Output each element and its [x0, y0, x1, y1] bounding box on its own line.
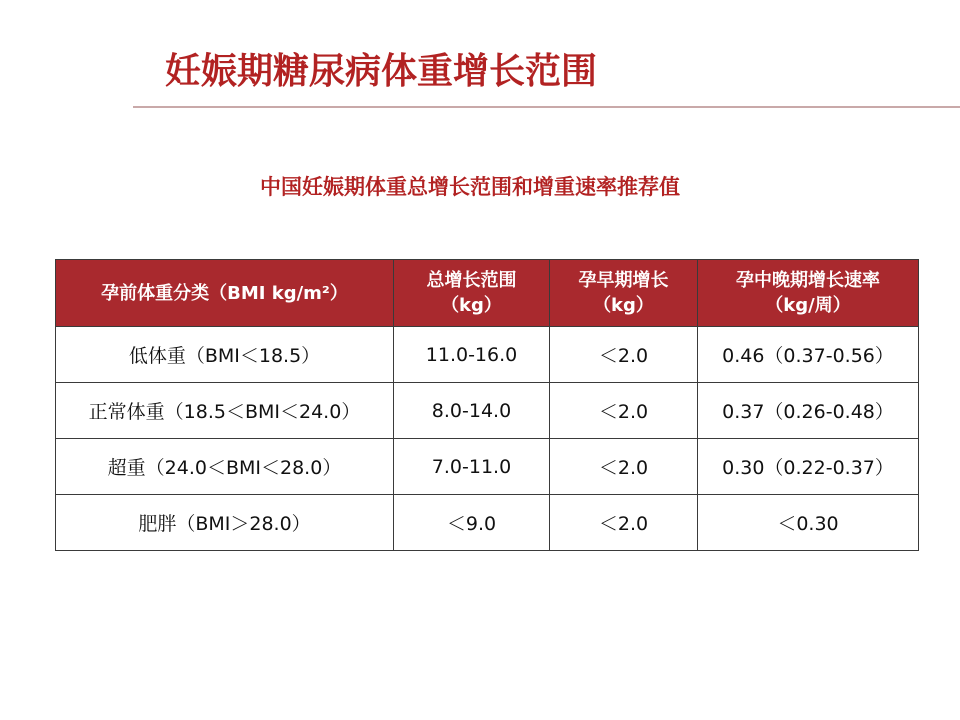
header-total-gain [394, 260, 550, 327]
header-mid-late-rate-unit: （kg/周） [765, 295, 851, 316]
header-mid-late-rate-label: 孕中晚期增长速率 [736, 270, 880, 291]
cell-mid-late-rate: ＜0.30 [698, 495, 919, 551]
cell-mid-late-rate: 0.30（0.22-0.37） [698, 439, 919, 495]
header-total-gain-unit: （kg） [441, 295, 502, 316]
cell-mid-late-rate: 0.37（0.26-0.48） [698, 383, 919, 439]
table-caption: 中国妊娠期体重总增长范围和增重速率推荐值 [260, 175, 680, 199]
cell-total-gain: 11.0-16.0 [394, 327, 550, 383]
page-title: 妊娠期糖尿病体重增长范围 [165, 51, 598, 92]
table-row-normal [56, 383, 919, 439]
header-first-trimester-label: 孕早期增长 [578, 270, 669, 291]
cell-bmi-category: 正常体重（18.5＜BMI＜24.0） [56, 383, 394, 439]
cell-total-gain: ＜9.0 [394, 495, 550, 551]
cell-mid-late-rate: 0.46（0.37-0.56） [698, 327, 919, 383]
header-total-gain-label: 总增长范围 [426, 270, 517, 291]
header-bmi-category-label: 孕前体重分类（BMI kg/m²） [101, 282, 348, 304]
header-first-trimester-unit: （kg） [593, 295, 654, 316]
cell-first-trimester-gain: ＜2.0 [550, 383, 698, 439]
cell-total-gain: 7.0-11.0 [394, 439, 550, 495]
cell-total-gain: 8.0-14.0 [394, 383, 550, 439]
table-header-row [56, 260, 919, 327]
header-first-trimester-gain [550, 260, 698, 327]
cell-bmi-category: 超重（24.0＜BMI＜28.0） [56, 439, 394, 495]
table-row-underweight [56, 327, 919, 383]
weight-gain-table [55, 259, 919, 551]
table-row-obese [56, 495, 919, 551]
table-row-overweight [56, 439, 919, 495]
title-divider [133, 106, 960, 108]
header-bmi-category [56, 260, 394, 327]
cell-bmi-category: 低体重（BMI＜18.5） [56, 327, 394, 383]
cell-bmi-category: 肥胖（BMI＞28.0） [56, 495, 394, 551]
cell-first-trimester-gain: ＜2.0 [550, 495, 698, 551]
cell-first-trimester-gain: ＜2.0 [550, 439, 698, 495]
header-mid-late-rate [698, 260, 919, 327]
cell-first-trimester-gain: ＜2.0 [550, 327, 698, 383]
